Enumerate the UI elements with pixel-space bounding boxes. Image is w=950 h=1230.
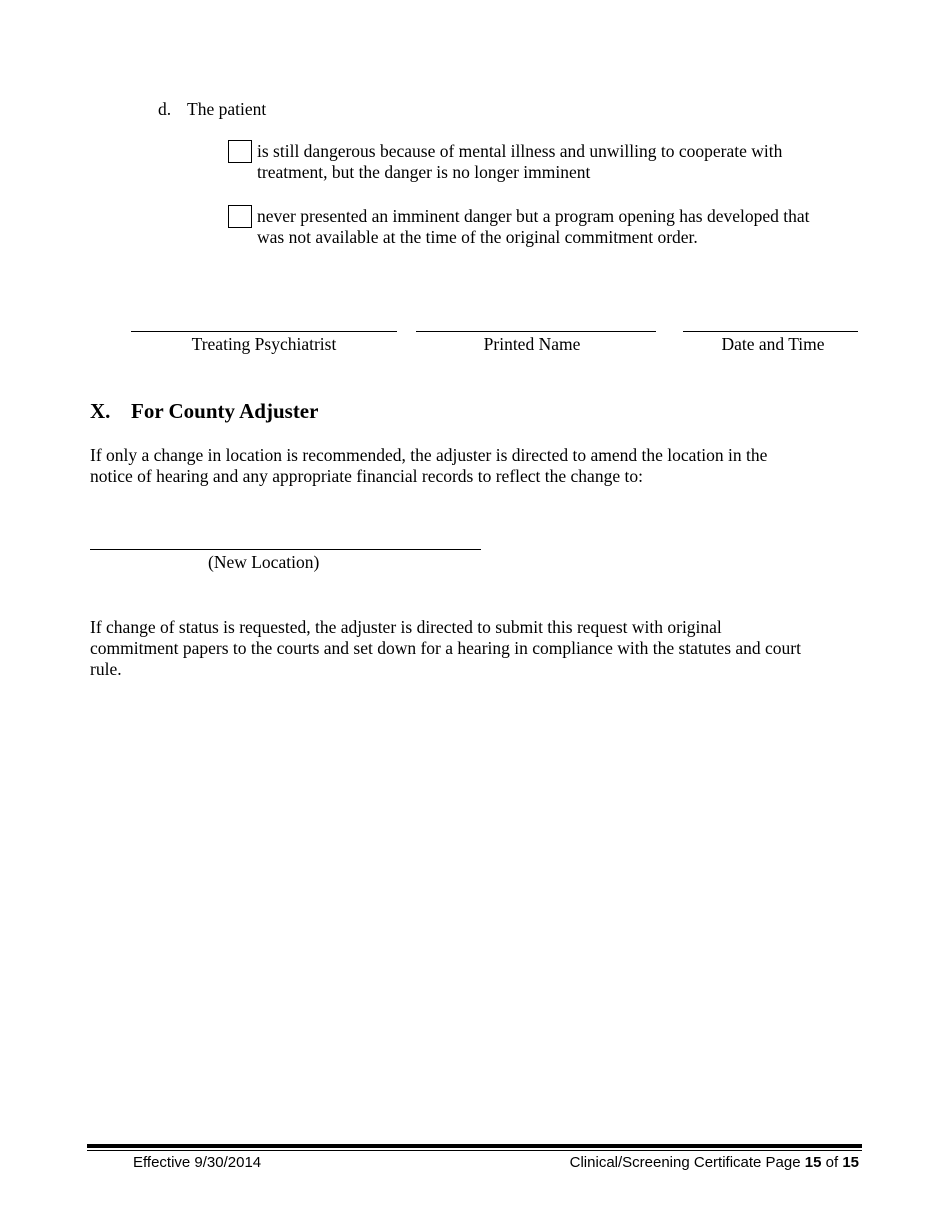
status-change-line3: rule. [90,659,122,679]
date-time-label: Date and Time [721,334,825,354]
option-still-dangerous-text [257,141,897,183]
psychiatrist-signature-line[interactable] [131,331,397,332]
new-location-line[interactable] [90,549,481,550]
footer-page-total: 15 [842,1154,859,1171]
status-change-line2: commitment papers to the courts and set down for a hearing in compliance with the statutes and court [90,638,801,658]
section-d-intro: The patient [187,99,267,119]
printed-name-line[interactable] [416,331,656,332]
location-change-paragraph [90,445,870,487]
option-still-dangerous-line1: is still dangerous because of mental illness and unwilling to cooperate with [257,141,783,161]
footer-page-of: of [821,1154,843,1171]
printed-name-label: Printed Name [483,334,581,354]
option-still-dangerous-checkbox[interactable] [228,140,252,163]
section-d-marker: d. [158,99,172,119]
date-time-line[interactable] [683,331,858,332]
new-location-label: (New Location) [208,552,320,572]
location-change-line1: If only a change in location is recommended, the adjuster is directed to amend the location in the [90,445,768,465]
footer-page-prefix: Clinical/Screening Certificate Page [569,1154,805,1171]
footer-effective-date: Effective 9/30/2014 [133,1154,262,1171]
footer-page-current: 15 [804,1154,822,1171]
option-still-dangerous-line2: treatment, but the danger is no longer imminent [257,162,591,182]
section-x-title: For County Adjuster [131,399,319,423]
option-never-presented-danger-checkbox[interactable] [228,205,252,228]
footer-rule-thick [87,1144,862,1148]
status-change-paragraph [90,617,870,680]
footer-rule-thin [87,1150,862,1151]
footer-page-info [570,1154,859,1171]
psychiatrist-signature-label: Treating Psychiatrist [191,334,337,354]
option-never-presented-danger-line1: never presented an imminent danger but a program opening has developed that [257,206,810,226]
option-never-presented-danger-text [257,206,897,248]
option-never-presented-danger-line2: was not available at the time of the original commitment order. [257,227,698,247]
section-x-number: X. [90,399,111,423]
location-change-line2: notice of hearing and any appropriate financial records to reflect the change to: [90,466,643,486]
status-change-line1: If change of status is requested, the adjuster is directed to submit this request with original [90,617,722,637]
